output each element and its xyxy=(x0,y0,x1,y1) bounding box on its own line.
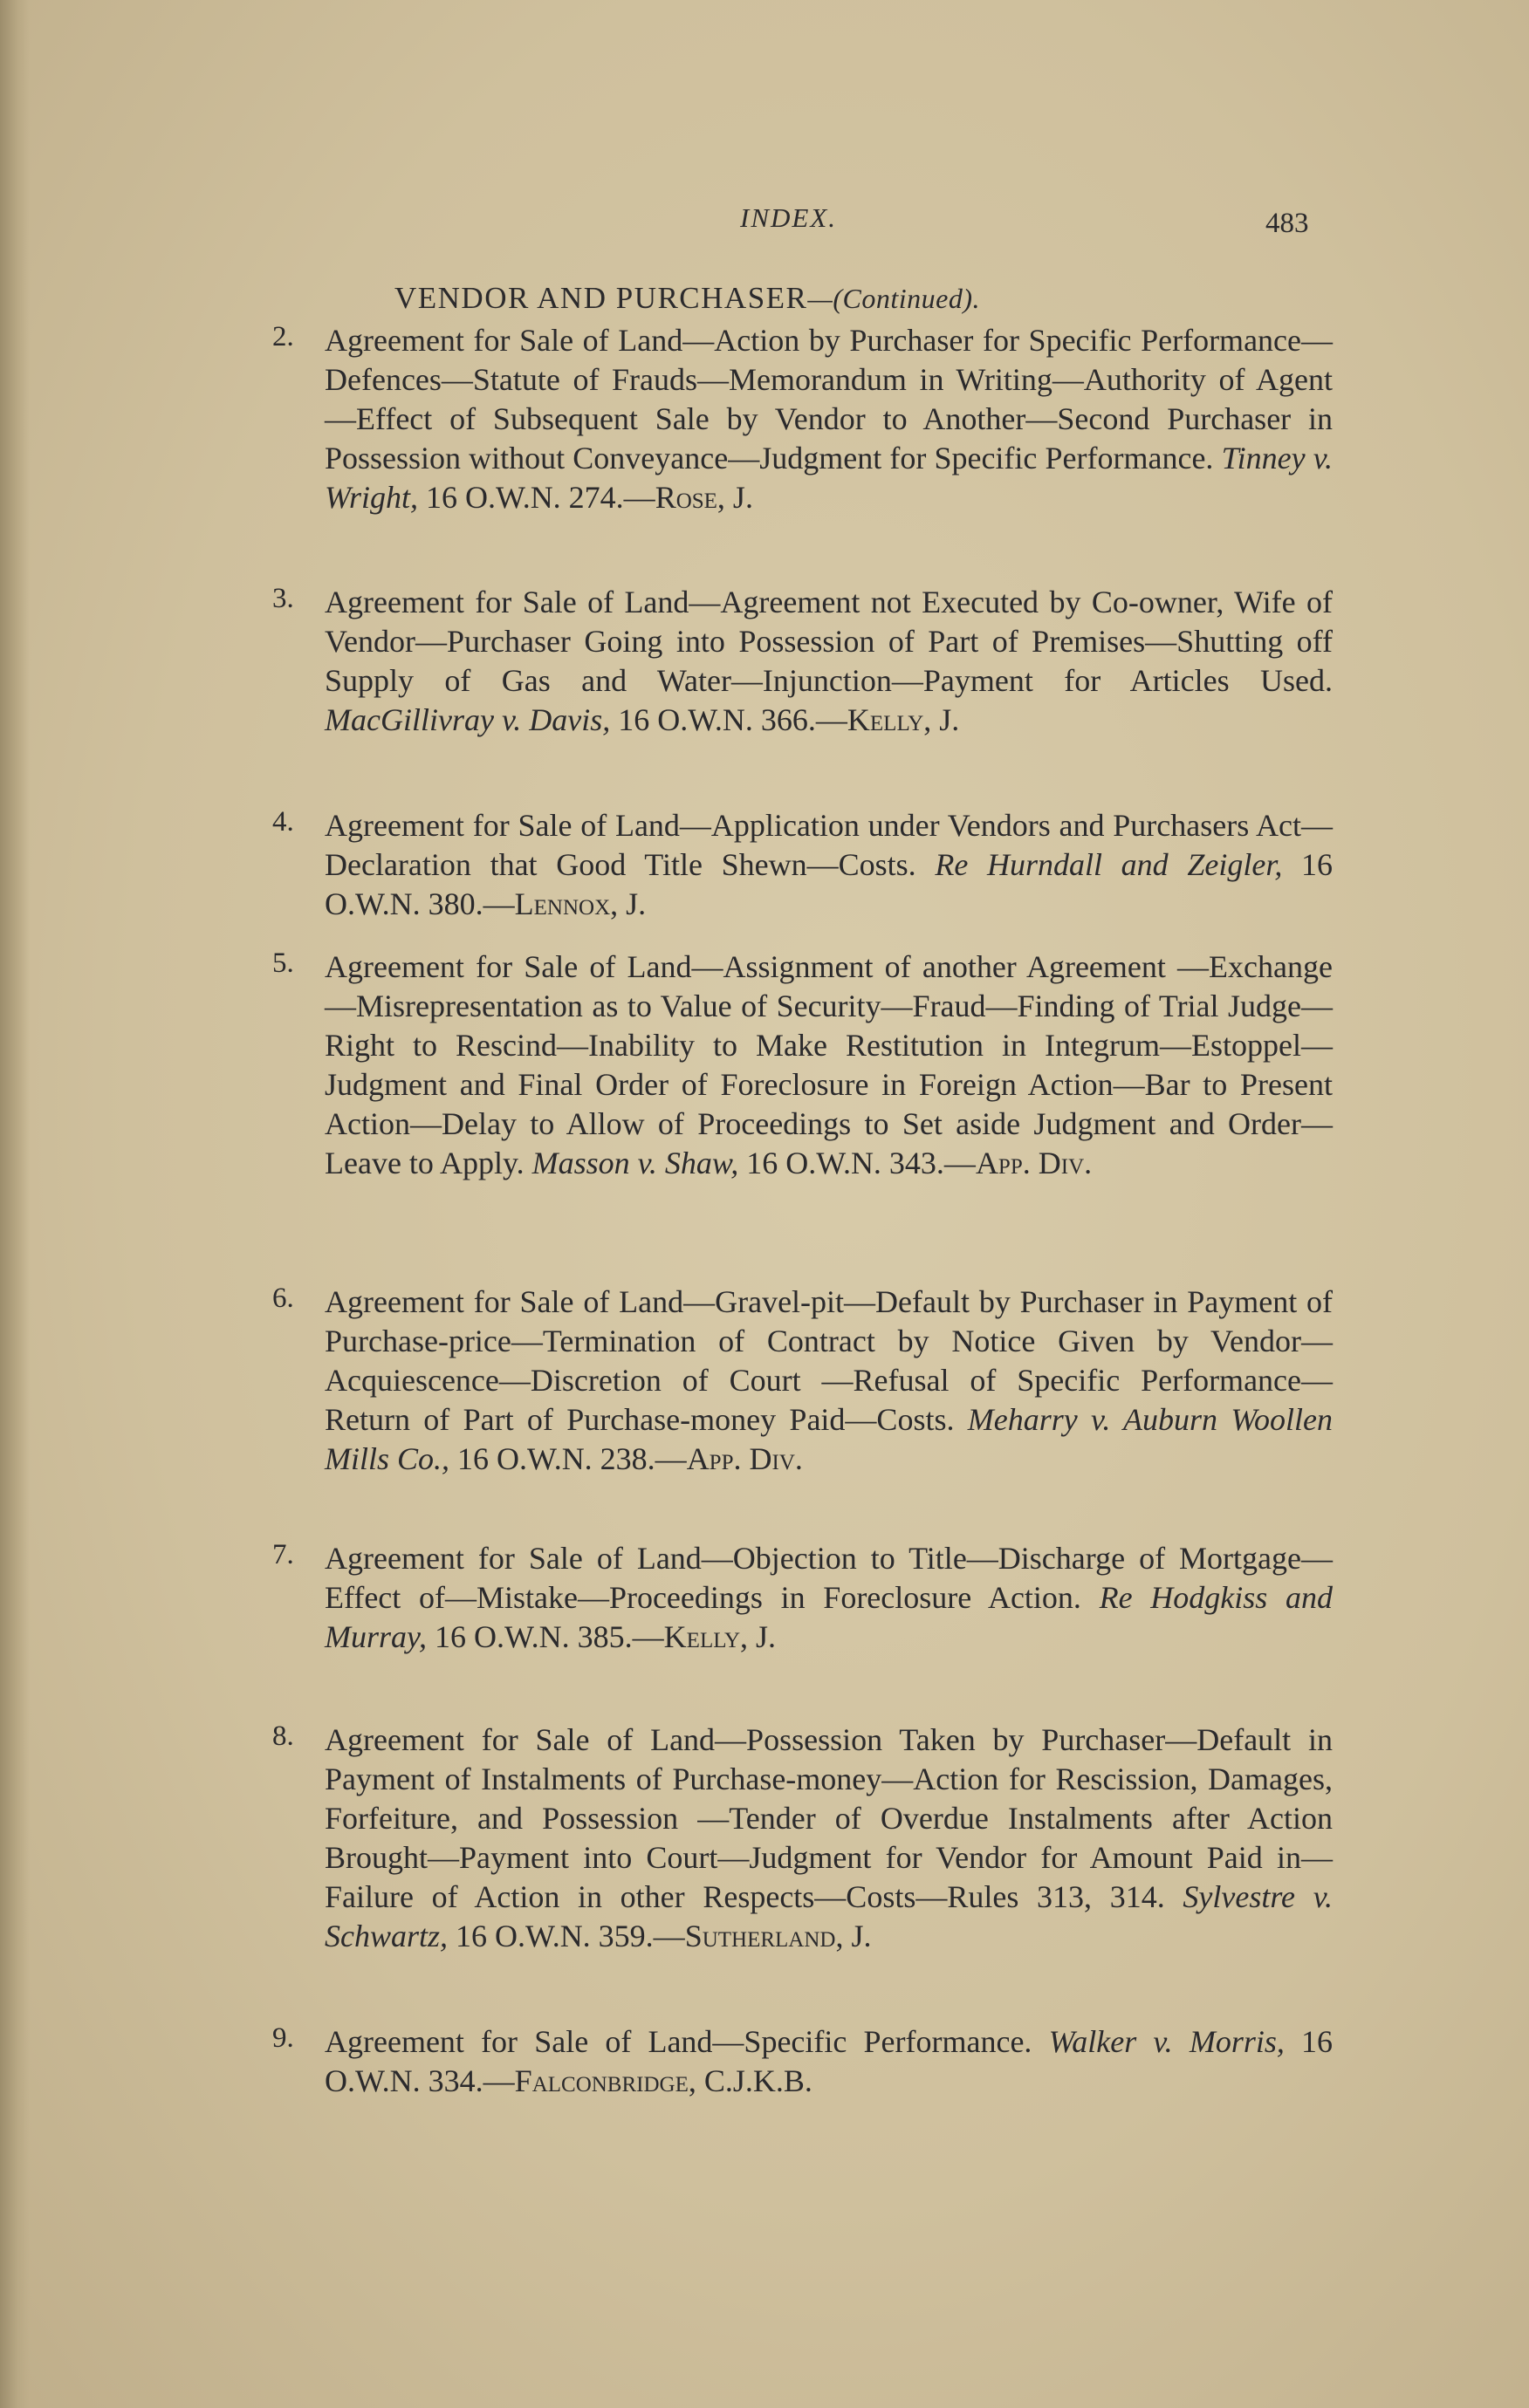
entry-text xyxy=(325,2022,1333,2101)
entry-number: 6. xyxy=(272,1283,294,1314)
entry-description: Agreement for Sale of Land—Gravel-pit—Default by Purchaser in Payment of Purchase-price—Termination of Contract by Notice Given by Vendor—Acquiescence—Discretion of Court —Refusal of Specific Performance—Return of Part of Purchase-money Paid—Costs. xyxy=(325,1284,1333,1437)
case-name: Re Hodgkiss and Murray, xyxy=(325,1580,1334,1654)
judge: Rose, J. xyxy=(655,480,753,515)
entry-text xyxy=(325,583,1333,740)
judge: Falconbridge, C.J.K.B. xyxy=(514,2063,812,2098)
index-entry xyxy=(272,321,1333,517)
entry-number: 9. xyxy=(272,2022,294,2054)
case-name: Sylvestre v. Schwartz, xyxy=(325,1879,1333,1953)
section-heading xyxy=(394,281,980,316)
judge: App. Div. xyxy=(975,1146,1093,1180)
entry-text xyxy=(325,947,1333,1183)
section-title: VENDOR AND PURCHASER xyxy=(394,281,808,315)
running-head: INDEX. xyxy=(740,202,838,233)
citation: 16 O.W.N. 366.— xyxy=(618,702,847,737)
citation: 16 O.W.N. 359.— xyxy=(456,1919,685,1953)
entry-description: Agreement for Sale of Land—Objection to Title—Discharge of Mortgage—Effect of—Mistake—Proceedings in Foreclosure Action. xyxy=(325,1541,1333,1615)
page-header xyxy=(0,202,1529,246)
index-entry xyxy=(272,947,1333,1183)
citation: 16 O.W.N. 385.— xyxy=(435,1619,664,1654)
entry-number: 2. xyxy=(272,321,294,352)
case-name: MacGillivray v. Davis, xyxy=(325,702,611,737)
case-name: Masson v. Shaw, xyxy=(531,1146,739,1180)
judge: Lennox, J. xyxy=(514,886,647,921)
entry-number: 7. xyxy=(272,1539,294,1570)
entry-text xyxy=(325,1539,1333,1657)
judge: Sutherland, J. xyxy=(684,1919,872,1953)
case-name: Re Hurndall and Zeigler, xyxy=(935,847,1283,882)
entry-text xyxy=(325,806,1333,924)
index-entry xyxy=(272,583,1333,740)
entry-text xyxy=(325,321,1333,517)
entry-text xyxy=(325,1720,1333,1956)
citation: 16 O.W.N. 380.— xyxy=(325,847,1334,921)
citation: 16 O.W.N. 238.— xyxy=(457,1441,687,1476)
entry-description: Agreement for Sale of Land—Agreement not Executed by Co-owner, Wife of Vendor—Purchaser Going into Possession of Part of Premises—Shutting off Supply of Gas and Water—Injunction—Payment for Articles Used. xyxy=(325,585,1333,698)
page-number: 483 xyxy=(1265,208,1309,239)
case-name: Tinney v. Wright, xyxy=(325,441,1334,515)
citation: 16 O.W.N. 334.— xyxy=(325,2024,1334,2098)
entry-number: 4. xyxy=(272,806,294,838)
entry-number: 5. xyxy=(272,947,294,979)
case-name: Meharry v. Auburn Woollen Mills Co., xyxy=(325,1402,1334,1476)
entry-description: Agreement for Sale of Land—Application under Vendors and Purchasers Act—Declaration that Good Title Shewn—Costs. xyxy=(325,808,1333,882)
continued-note: —(Continued). xyxy=(807,283,980,314)
entry-description: Agreement for Sale of Land—Action by Purchaser for Specific Performance—Defences—Statute of Frauds—Memorandum in Writing—Authority of Agent—Effect of Subsequent Sale by Vendor to Another—Second Purchaser in Possession without Conveyance—Judgment for Specific Performance. xyxy=(325,323,1333,475)
index-entry xyxy=(272,2022,1333,2101)
entry-text xyxy=(325,1283,1333,1479)
entry-description: Agreement for Sale of Land—Possession Taken by Purchaser—Default in Payment of Instalments of Purchase-money—Action for Rescission, Damages, Forfeiture, and Possession —Tender of Overdue Instalments after Action Brought—Payment into Court—Judgment for Vendor for Amount Paid in—Failure of Action in other Respects—Costs—Rules 313, 314. xyxy=(325,1722,1333,1914)
index-entry xyxy=(272,1539,1333,1657)
entry-description: Agreement for Sale of Land—Specific Performance. xyxy=(325,2024,1032,2059)
index-entry xyxy=(272,806,1333,924)
judge: Kelly, J. xyxy=(847,702,960,737)
entry-number: 8. xyxy=(272,1720,294,1752)
index-entry xyxy=(272,1720,1333,1956)
citation: 16 O.W.N. 343.— xyxy=(746,1146,976,1180)
page-gutter-shadow xyxy=(0,0,30,2408)
index-entry xyxy=(272,1283,1333,1479)
case-name: Walker v. Morris, xyxy=(1048,2024,1285,2059)
judge: Kelly, J. xyxy=(663,1619,777,1654)
citation: 16 O.W.N. 274.— xyxy=(426,480,655,515)
entry-description: Agreement for Sale of Land—Assignment of another Agreement —Exchange—Misrepresentation as to Value of Security—Fraud—Finding of Trial Judge—Right to Rescind—Inability to Make Restitution in Integrum—Estoppel—Judgment and Final Order of Foreclosure in Foreign Action—Bar to Present Action—Delay to Allow of Proceedings to Set aside Judgment and Order—Leave to Apply. xyxy=(325,949,1333,1180)
entry-number: 3. xyxy=(272,583,294,614)
judge: App. Div. xyxy=(686,1441,803,1476)
